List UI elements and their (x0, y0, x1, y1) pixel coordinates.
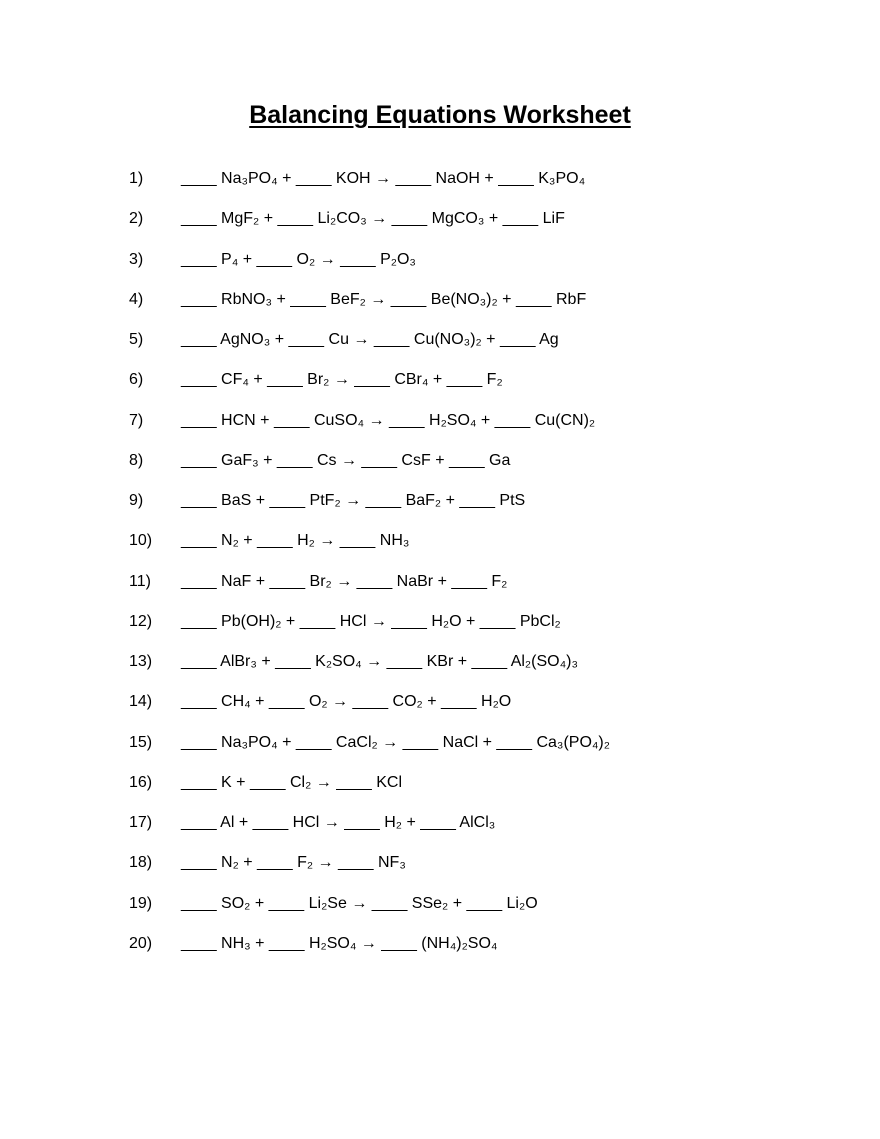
problem-equation: ____ CF₄ + ____ Br₂ → ____ CBr₄ + ____ F₂ (181, 371, 503, 389)
problem-row (129, 642, 610, 682)
problem-equation: ____ SO₂ + ____ Li₂Se → ____ SSe₂ + ____ Li₂O (181, 894, 538, 912)
problem-row (129, 159, 610, 199)
problem-number: 20) (129, 934, 153, 952)
problem-equation: ____ BaS + ____ PtF₂ → ____ BaF₂ + ____ PtS (181, 492, 526, 510)
problem-row (129, 401, 610, 441)
problem-equation: ____ P₄ + ____ O₂ → ____ P₂O₃ (181, 250, 416, 268)
problem-number: 10) (129, 532, 153, 550)
problem-number: 15) (129, 733, 153, 751)
problem-number: 17) (129, 814, 153, 832)
problem-number: 5) (129, 331, 144, 349)
problem-equation: ____ RbNO₃ + ____ BeF₂ → ____ Be(NO₃)₂ + ____ RbF (181, 290, 587, 308)
problem-row (129, 803, 610, 843)
problem-number: 7) (129, 411, 144, 429)
problem-equation: ____ CH₄ + ____ O₂ → ____ CO₂ + ____ H₂O (181, 693, 512, 711)
problem-equation: ____ NH₃ + ____ H₂SO₄ → ____ (NH₄)₂SO₄ (181, 934, 498, 952)
problem-number: 8) (129, 451, 144, 469)
problem-number: 13) (129, 653, 153, 671)
problem-equation: ____ N₂ + ____ F₂ → ____ NF₃ (181, 854, 406, 872)
problem-row (129, 521, 610, 561)
problem-number: 11) (129, 572, 151, 590)
problem-row (129, 240, 610, 280)
problem-equation: ____ MgF₂ + ____ Li₂CO₃ → ____ MgCO₃ + ____ LiF (181, 210, 565, 228)
problem-equation: ____ Al + ____ HCl → ____ H₂ + ____ AlCl₃ (181, 814, 496, 832)
problem-list (129, 159, 610, 964)
problem-equation: ____ AgNO₃ + ____ Cu → ____ Cu(NO₃)₂ + ____ Ag (181, 331, 559, 349)
problem-row (129, 441, 610, 481)
problem-number: 16) (129, 773, 153, 791)
problem-row (129, 602, 610, 642)
problem-row (129, 320, 610, 360)
problem-row (129, 481, 610, 521)
worksheet-title: Balancing Equations Worksheet (249, 101, 631, 129)
problem-row (129, 682, 610, 722)
problem-equation: ____ Pb(OH)₂ + ____ HCl → ____ H₂O + ____ PbCl₂ (181, 612, 561, 630)
problem-row (129, 723, 610, 763)
problem-equation: ____ Na₃PO₄ + ____ CaCl₂ → ____ NaCl + ____ Ca₃(PO₄)₂ (181, 733, 610, 751)
problem-equation: ____ GaF₃ + ____ Cs → ____ CsF + ____ Ga (181, 451, 511, 469)
problem-number: 18) (129, 854, 153, 872)
problem-number: 2) (129, 210, 144, 228)
problem-number: 19) (129, 894, 153, 912)
problem-equation: ____ AlBr₃ + ____ K₂SO₄ → ____ KBr + ____ Al₂(SO₄)₃ (181, 653, 578, 671)
problem-number: 1) (129, 170, 144, 188)
problem-equation: ____ HCN + ____ CuSO₄ → ____ H₂SO₄ + ____ Cu(CN)₂ (181, 411, 596, 429)
problem-row (129, 280, 610, 320)
problem-row (129, 843, 610, 883)
problem-equation: ____ K + ____ Cl₂ → ____ KCl (181, 773, 403, 791)
problem-row (129, 763, 610, 803)
problem-row (129, 199, 610, 239)
problem-number: 3) (129, 250, 144, 268)
problem-equation: ____ NaF + ____ Br₂ → ____ NaBr + ____ F₂ (181, 572, 508, 590)
problem-equation: ____ N₂ + ____ H₂ → ____ NH₃ (181, 532, 410, 550)
problem-number: 9) (129, 492, 144, 510)
problem-number: 14) (129, 693, 153, 711)
problem-number: 12) (129, 612, 153, 630)
problem-number: 4) (129, 290, 144, 308)
problem-row (129, 924, 610, 964)
problem-row (129, 562, 610, 602)
problem-row (129, 884, 610, 924)
problem-row (129, 360, 610, 400)
problem-equation: ____ Na₃PO₄ + ____ KOH → ____ NaOH + ____ K₃PO₄ (181, 170, 586, 188)
problem-number: 6) (129, 371, 144, 389)
